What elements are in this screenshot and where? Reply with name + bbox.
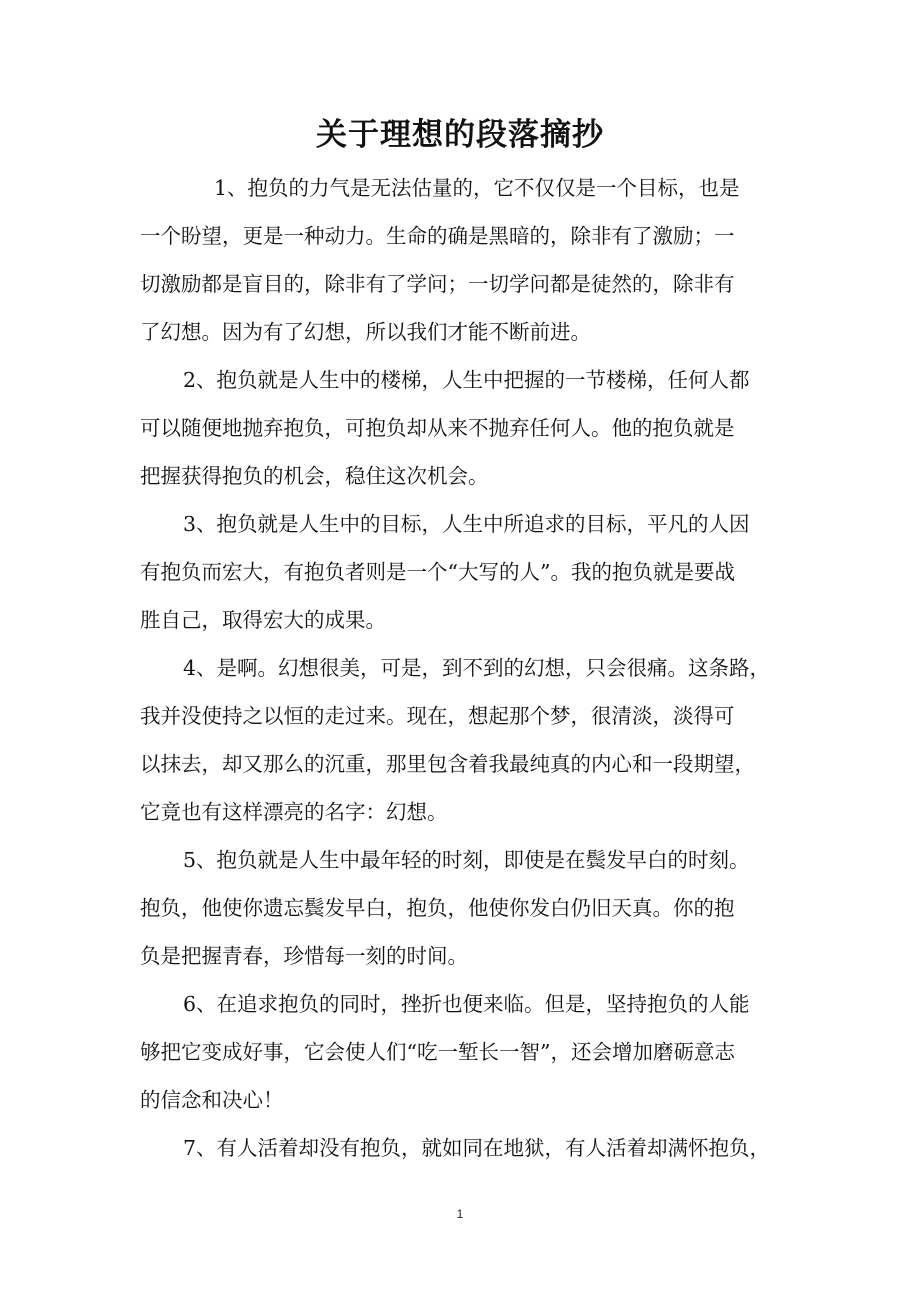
paragraph-line: 负是把握青春，珍惜每一刻的时间。 bbox=[140, 944, 468, 968]
paragraph-line: 它竟也有这样漂亮的名字：幻想。 bbox=[140, 800, 448, 824]
paragraph-line: 4、是啊。幻想很美，可是，到不到的幻想，只会很痛。这条路， bbox=[183, 656, 771, 680]
paragraph-4 bbox=[140, 644, 800, 836]
paragraph-line: 一个盼望，更是一种动力。生命的确是黑暗的，除非有了激励；一 bbox=[140, 224, 735, 248]
paragraph-line: 够把它变成好事，它会使人们“吃一堑长一智”，还会增加磨砺意志 bbox=[140, 1040, 735, 1064]
paragraph-line: 的信念和决心！ bbox=[140, 1088, 284, 1112]
page-number: 1 bbox=[456, 1207, 464, 1221]
paragraph-line: 6、在追求抱负的同时，挫折也便来临。但是，坚持抱负的人能 bbox=[183, 992, 750, 1016]
paragraph-7 bbox=[140, 1124, 800, 1172]
paragraph-line: 以抹去，却又那么的沉重，那里包含着我最纯真的内心和一段期望， bbox=[140, 752, 755, 776]
document-body bbox=[140, 164, 800, 1172]
paragraph-line: 3、抱负就是人生中的目标，人生中所追求的目标，平凡的人因 bbox=[183, 512, 750, 536]
paragraph-line: 胜自己，取得宏大的成果。 bbox=[140, 608, 386, 632]
paragraph-6 bbox=[140, 980, 800, 1124]
paragraph-line: 可以随便地抛弃抱负，可抱负却从来不抛弃任何人。他的抱负就是 bbox=[140, 416, 735, 440]
document-title: 关于理想的段落摘抄 bbox=[316, 117, 604, 153]
paragraph-2 bbox=[140, 356, 800, 500]
paragraph-line: 把握获得抱负的机会，稳住这次机会。 bbox=[140, 464, 489, 488]
paragraph-line: 我并没使持之以恒的走过来。现在，想起那个梦，很清淡，淡得可 bbox=[140, 704, 735, 728]
paragraph-3 bbox=[140, 500, 800, 644]
paragraph-line: 了幻想。因为有了幻想，所以我们才能不断前进。 bbox=[140, 320, 591, 344]
paragraph-line: 1、抱负的力气是无法估量的，它不仅仅是一个目标，也是 bbox=[214, 176, 740, 200]
paragraph-5 bbox=[140, 836, 800, 980]
paragraph-line: 有抱负而宏大，有抱负者则是一个“大写的人”。我的抱负就是要战 bbox=[140, 560, 735, 584]
paragraph-line: 7、有人活着却没有抱负，就如同在地狱，有人活着却满怀抱负， bbox=[183, 1136, 771, 1160]
paragraph-line: 切激励都是盲目的，除非有了学问；一切学问都是徒然的，除非有 bbox=[140, 272, 735, 296]
paragraph-1 bbox=[140, 164, 800, 356]
paragraph-line: 抱负，他使你遗忘鬓发早白，抱负，他使你发白仍旧天真。你的抱 bbox=[140, 896, 735, 920]
paragraph-line: 2、抱负就是人生中的楼梯，人生中把握的一节楼梯，任何人都 bbox=[183, 368, 750, 392]
paragraph-line: 5、抱负就是人生中最年轻的时刻，即使是在鬓发早白的时刻。 bbox=[183, 848, 750, 872]
